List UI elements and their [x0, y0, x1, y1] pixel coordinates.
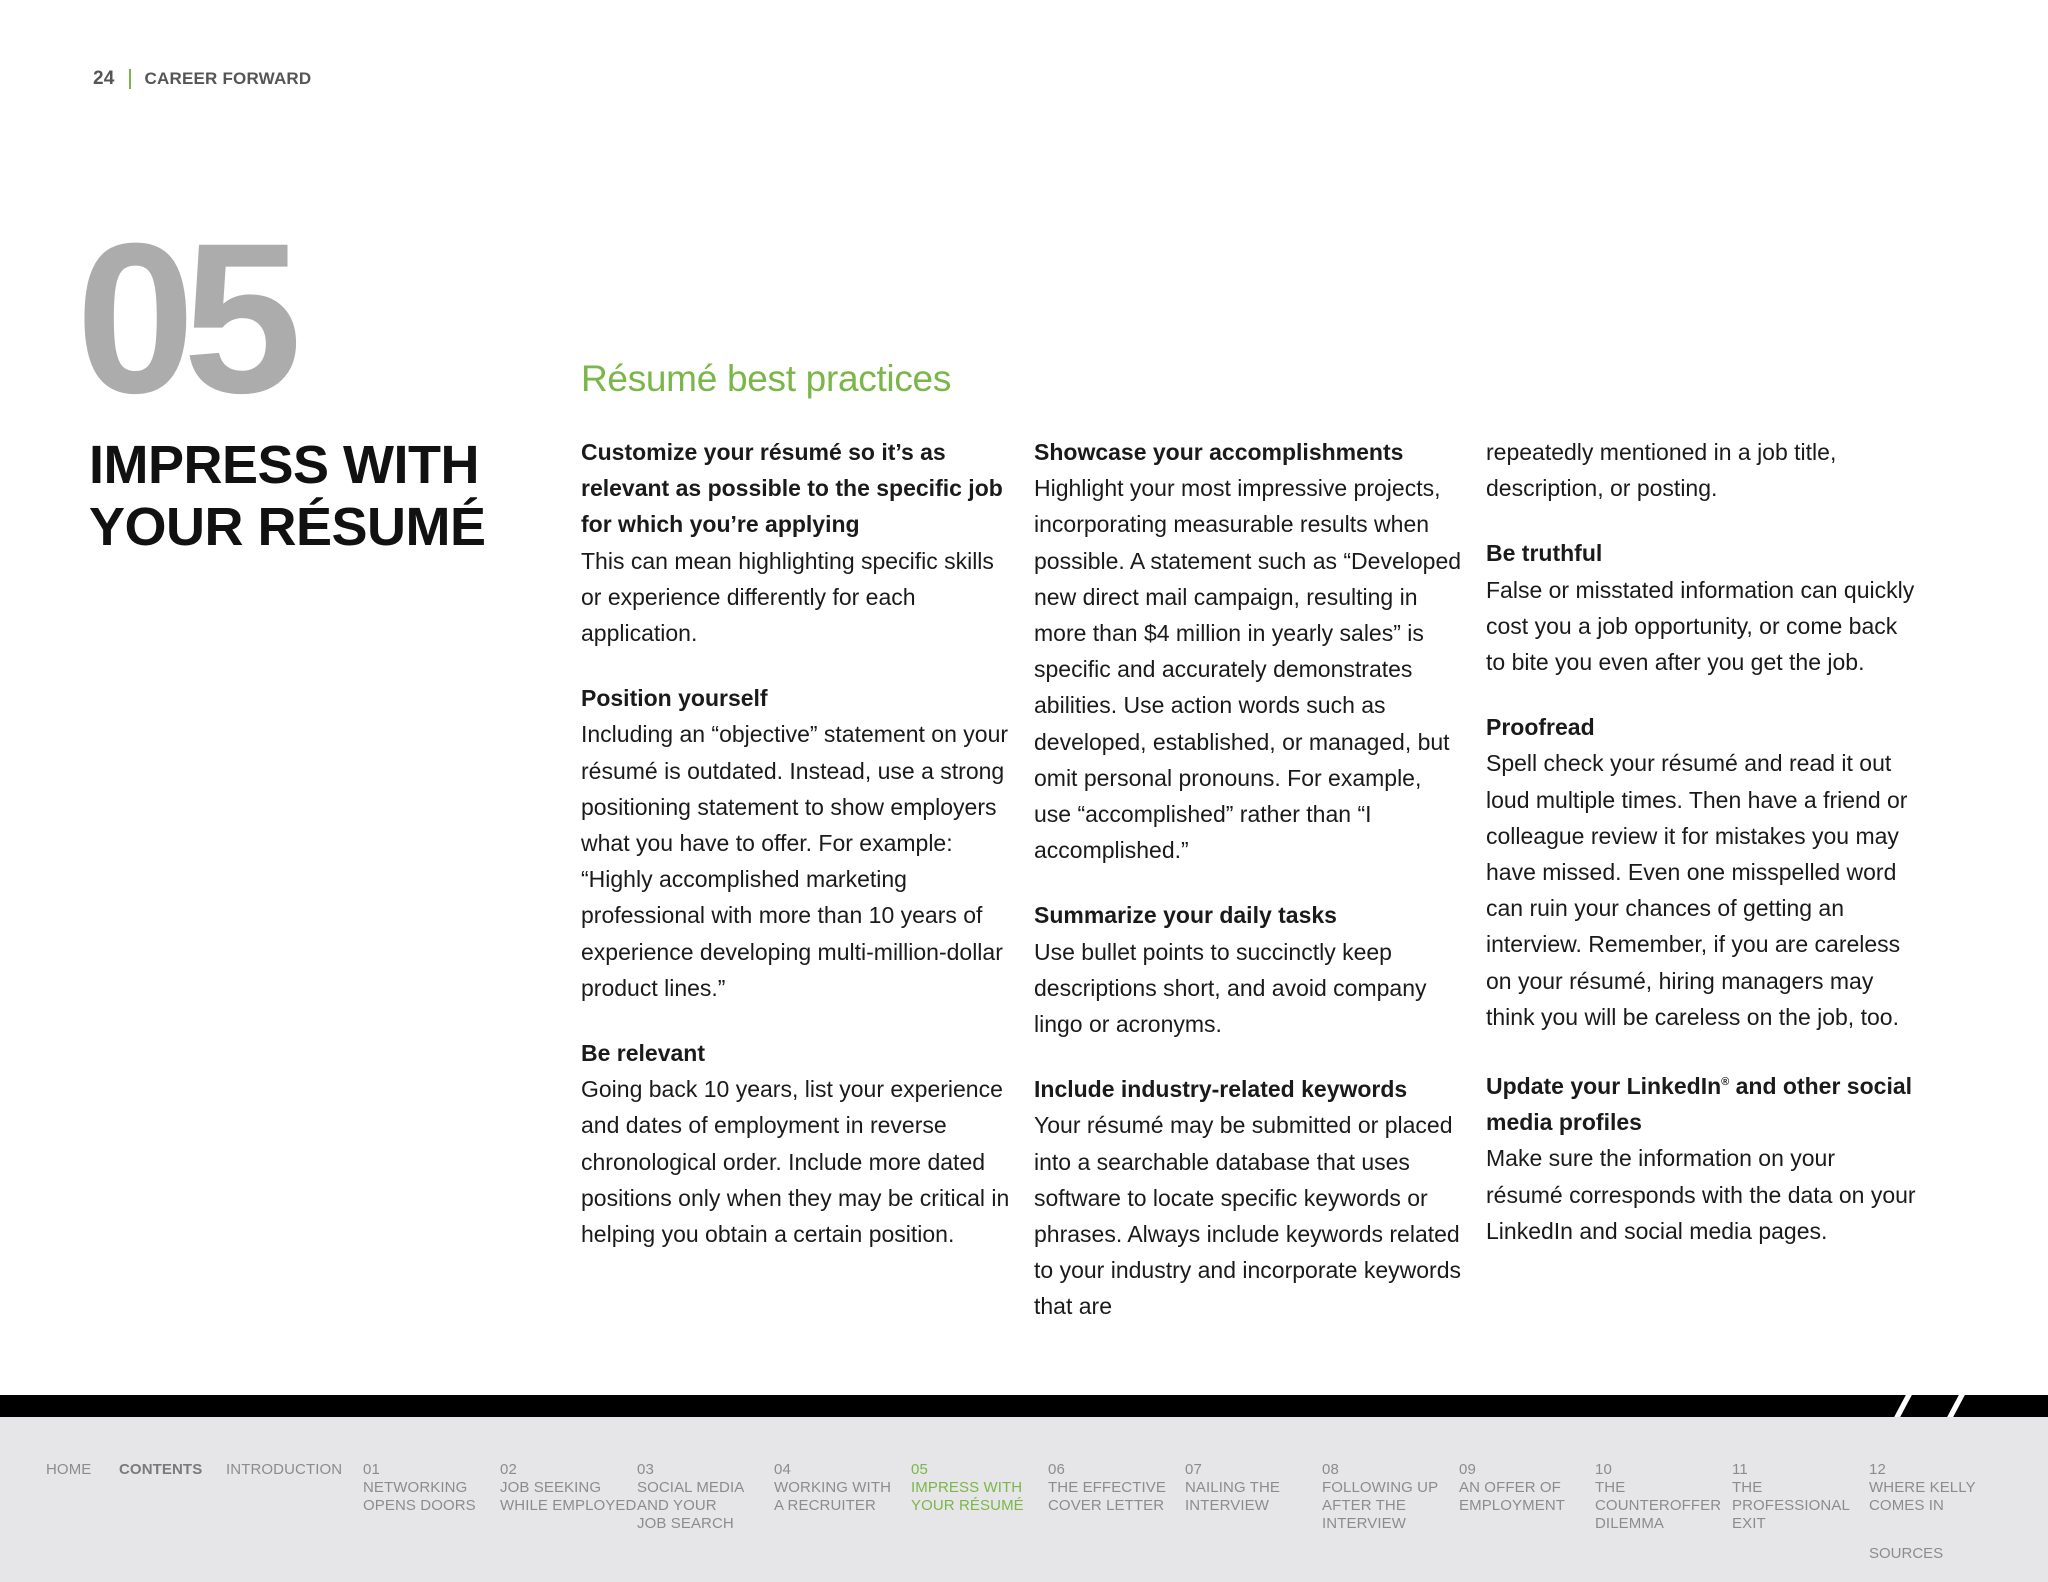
chapter-title-line-2: YOUR RÉSUMÉ: [89, 497, 486, 557]
nav-chapter-label: COVER LETTER: [1048, 1497, 1165, 1514]
nav-chapter-03[interactable]: [637, 1461, 744, 1533]
nav-chapter-label: THE EFFECTIVE: [1048, 1479, 1166, 1496]
nav-chapter-label: EMPLOYMENT: [1459, 1497, 1566, 1514]
tip-body: Use bullet points to succinctly keep descriptions short, and avoid company lingo or acronyms.: [1034, 938, 1427, 1038]
nav-chapter-01[interactable]: [363, 1461, 476, 1515]
nav-chapter-label: INTERVIEW: [1322, 1515, 1406, 1532]
tip-customize: [581, 434, 1011, 651]
text-column-2: [1034, 434, 1464, 1354]
tip-be-relevant: [581, 1035, 1011, 1252]
nav-chapter-08[interactable]: [1322, 1461, 1438, 1533]
footer-divider-band: [0, 1395, 2048, 1417]
nav-chapter-label: FOLLOWING UP: [1322, 1479, 1439, 1496]
nav-chapter-label: IMPRESS WITH: [911, 1479, 1023, 1496]
nav-chapter-number: 07: [1185, 1461, 1202, 1478]
nav-chapter-label: WHILE EMPLOYED: [500, 1497, 637, 1514]
nav-chapter-label: INTERVIEW: [1185, 1497, 1269, 1514]
tip-body: Make sure the information on your résumé corresponds with the data on your LinkedIn and social media pages.: [1486, 1145, 1916, 1244]
tip-heading: Be truthful: [1486, 540, 1603, 567]
nav-chapter-label: AN OFFER OF: [1459, 1479, 1561, 1496]
tip-be-truthful: [1486, 535, 1916, 680]
tip-showcase: [1034, 434, 1464, 868]
tip-heading-part-1: Update your LinkedIn: [1486, 1073, 1722, 1100]
nav-chapter-label: COMES IN: [1869, 1497, 1944, 1514]
tip-heading: Include industry-related keywords: [1034, 1076, 1408, 1103]
nav-home[interactable]: HOME: [46, 1461, 92, 1478]
nav-chapter-number: 08: [1322, 1461, 1339, 1478]
section-heading: Résumé best practices: [581, 358, 952, 399]
nav-chapter-label: AFTER THE: [1322, 1497, 1406, 1514]
nav-chapter-number: 06: [1048, 1461, 1065, 1478]
nav-chapter-12[interactable]: [1869, 1461, 1976, 1515]
nav-chapter-label: EXIT: [1732, 1515, 1766, 1532]
nav-chapter-label: JOB SEEKING: [500, 1479, 602, 1496]
nav-chapter-label: COUNTEROFFER: [1595, 1497, 1722, 1514]
chapter-title-line-1: IMPRESS WITH: [89, 435, 480, 495]
nav-sources[interactable]: SOURCES: [1869, 1545, 1944, 1562]
tip-body: Including an “objective” statement on your résumé is outdated. Instead, use a strong positioning statement to show employers what you have to offer. For example: “Highly accomplished marketing professional with more than 10 years of experience developing multi-million-dollar product lines.”: [581, 721, 1009, 1001]
nav-chapter-06[interactable]: [1048, 1461, 1166, 1515]
tip-summarize: [1034, 897, 1464, 1042]
nav-chapter-label: NETWORKING: [363, 1479, 468, 1496]
text-column-1: [581, 434, 1011, 1281]
nav-chapter-label: PROFESSIONAL: [1732, 1497, 1850, 1514]
tip-heading-part-2: and other social media profiles: [1486, 1073, 1913, 1136]
tip-keywords-continued: [1486, 434, 1916, 506]
nav-chapter-number: 09: [1459, 1461, 1476, 1478]
nav-chapter-label: THE: [1732, 1479, 1763, 1496]
text-column-3: [1486, 434, 1916, 1278]
nav-chapter-label: WHERE KELLY: [1869, 1479, 1976, 1496]
publication-title: CAREER FORWARD: [144, 69, 312, 88]
tip-body: This can mean highlighting specific skills or experience differently for each application.: [581, 547, 994, 647]
nav-chapter-label: OPENS DOORS: [363, 1497, 476, 1514]
header-divider: [129, 69, 131, 89]
tip-body: False or misstated information can quickly cost you a job opportunity, or come back to bite you even after you get the job.: [1486, 576, 1915, 676]
tip-body: Your résumé may be submitted or placed into a searchable database that uses software to locate specific keywords or phrases. Always include keywords related to your industry and incorporate keywords that are: [1034, 1112, 1461, 1320]
tip-keywords: [1034, 1071, 1464, 1324]
nav-chapter-number: 05: [911, 1461, 928, 1478]
nav-chapter-number: 01: [363, 1461, 380, 1478]
nav-chapter-05-active[interactable]: [911, 1461, 1024, 1515]
nav-chapter-label: NAILING THE: [1185, 1479, 1281, 1496]
tip-body: repeatedly mentioned in a job title, description, or posting.: [1486, 439, 1837, 502]
nav-chapter-11[interactable]: [1732, 1461, 1850, 1533]
nav-chapter-number: 11: [1732, 1461, 1748, 1478]
nav-chapter-10[interactable]: [1595, 1461, 1721, 1533]
nav-chapter-label: WORKING WITH: [774, 1479, 892, 1496]
nav-chapter-04[interactable]: [774, 1461, 891, 1515]
tip-position-yourself: [581, 680, 1011, 1006]
tip-body: Highlight your most impressive projects, incorporating measurable results when possible. A statement such as “Developed new direct mail campaign, resulting in more than $4 million in yearly sales” is specific and accurately demonstrates abilities. Use action words such as developed, established, or managed, but omit personal pronouns. For example, use “accomplished” rather than “I accomplished.”: [1034, 475, 1462, 864]
nav-chapter-number: 10: [1595, 1461, 1612, 1478]
nav-chapter-label: AND YOUR: [637, 1497, 717, 1514]
nav-chapter-label: YOUR RÉSUMÉ: [911, 1497, 1024, 1514]
nav-chapter-number: 12: [1869, 1461, 1886, 1478]
nav-chapter-label: THE: [1595, 1479, 1626, 1496]
tip-proofread: [1486, 709, 1916, 1035]
tip-heading: Customize your résumé so it’s as relevant as possible to the specific job for which you’re applying: [581, 439, 1003, 538]
nav-chapter-02[interactable]: [500, 1461, 636, 1515]
tip-update-linkedin: [1486, 1064, 1916, 1249]
nav-contents[interactable]: CONTENTS: [119, 1461, 203, 1478]
tip-heading: Be relevant: [581, 1040, 706, 1067]
nav-chapter-number: 04: [774, 1461, 791, 1478]
page-number: 24: [93, 68, 115, 89]
nav-introduction[interactable]: INTRODUCTION: [226, 1461, 343, 1478]
tip-heading: Showcase your accomplishments: [1034, 439, 1404, 465]
nav-chapter-07[interactable]: [1185, 1461, 1280, 1515]
registered-mark: ®: [1721, 1076, 1730, 1089]
tip-heading: [1486, 1064, 1916, 1140]
tip-heading: Proofread: [1486, 714, 1595, 741]
nav-chapter-09[interactable]: [1459, 1461, 1565, 1515]
tip-heading: Position yourself: [581, 685, 768, 712]
running-header: [93, 68, 311, 90]
tip-body: Spell check your résumé and read it out loud multiple times. Then have a friend or colleague review it for mistakes you may have missed. Even one misspelled word can ruin your chances of getting an interview. Remember, if you are careless on your résumé, hiring managers may think you will be careless on the job, too.: [1486, 750, 1908, 1030]
nav-chapter-label: JOB SEARCH: [637, 1515, 734, 1532]
nav-chapter-label: A RECRUITER: [774, 1497, 876, 1514]
tip-body: Going back 10 years, list your experience and dates of employment in reverse chronological order. Include more dated positions only when they may be critical in helping you obtain a certain position.: [581, 1076, 1010, 1248]
tip-heading: Summarize your daily tasks: [1034, 902, 1337, 929]
chapter-navigation: [0, 1417, 2048, 1582]
nav-chapter-label: SOCIAL MEDIA: [637, 1479, 745, 1496]
nav-chapter-number: 03: [637, 1461, 654, 1478]
nav-chapter-number: 02: [500, 1461, 517, 1478]
nav-chapter-label: DILEMMA: [1595, 1515, 1665, 1532]
chapter-title: [89, 434, 486, 558]
chapter-number: 05: [76, 199, 291, 438]
